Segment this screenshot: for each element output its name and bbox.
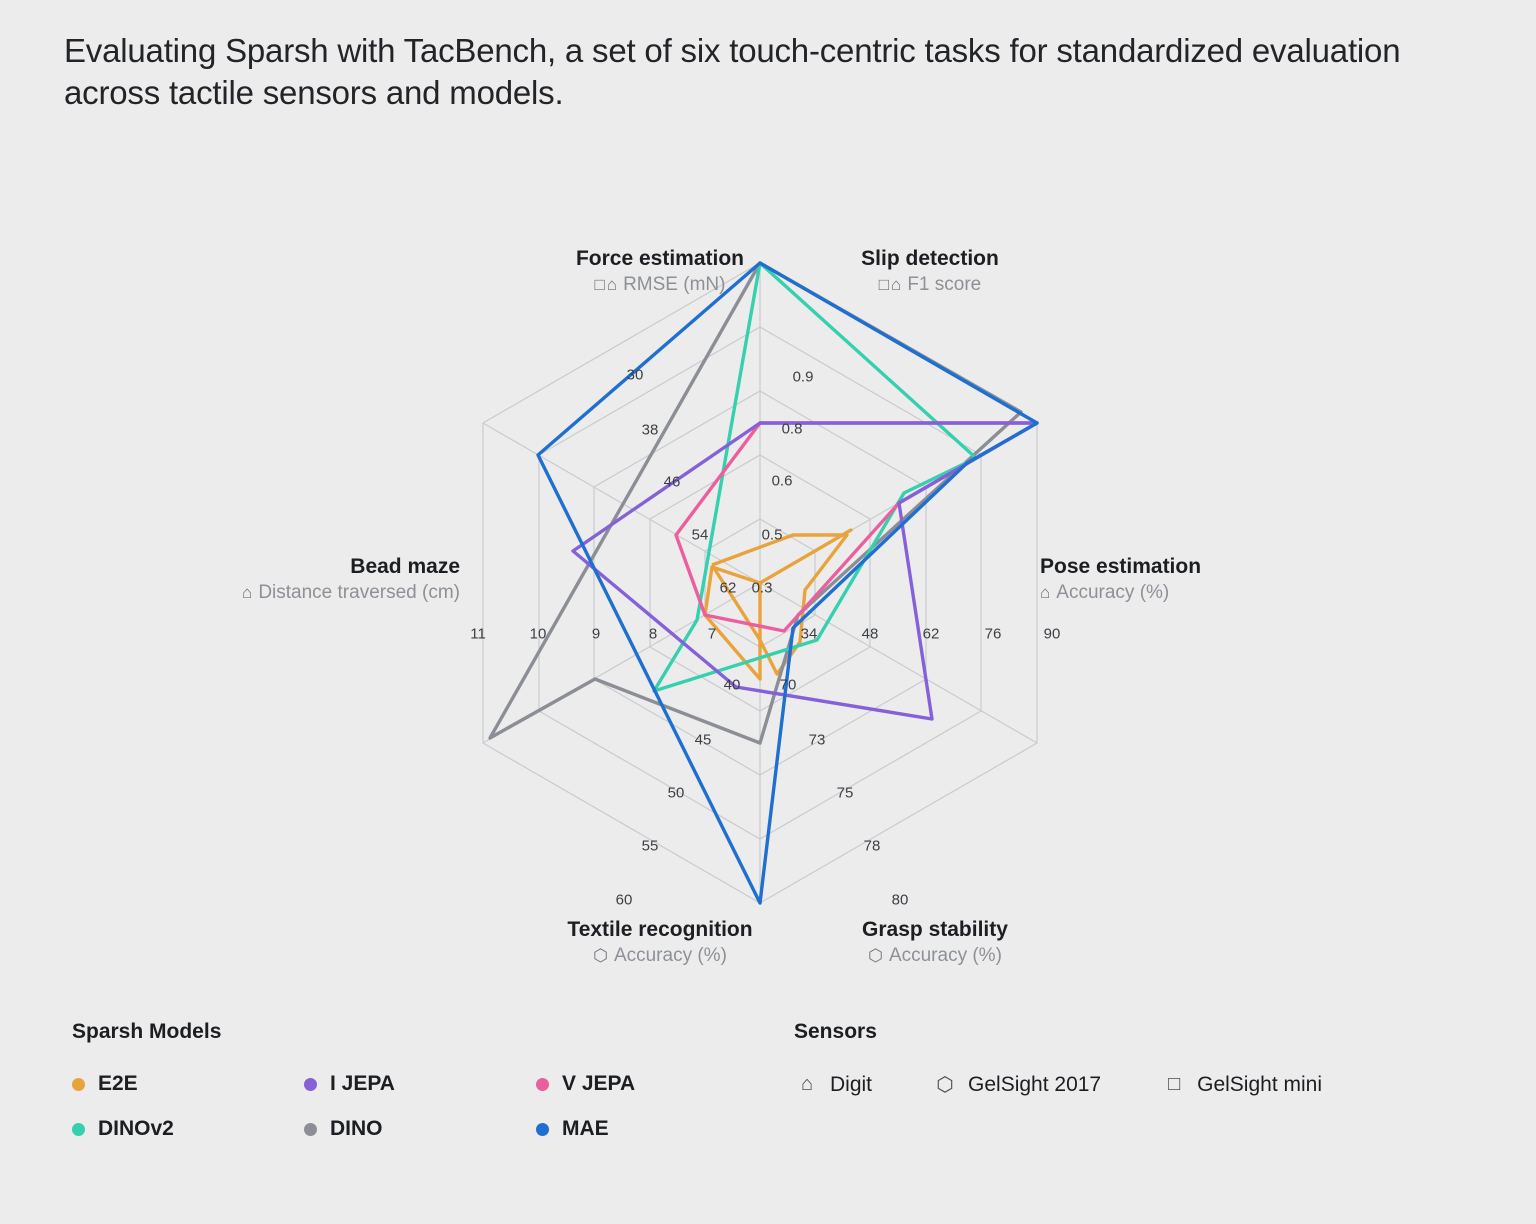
axis-title-pose-estimation-text: Pose estimation (1040, 555, 1202, 578)
axis-metric-slip-detection (720, 274, 1140, 296)
tick-grasp-70: 70 (779, 676, 797, 694)
tick-pose-62: 62 (922, 625, 940, 643)
tick-bead-7: 7 (707, 625, 717, 643)
axis-metric-bead-maze (40, 582, 460, 604)
tick-slip-0.9: 0.9 (792, 368, 814, 386)
legend-label-dinov2: DINOv2 (98, 1117, 174, 1140)
tick-pose-48: 48 (861, 625, 879, 643)
tick-textile-45: 45 (694, 731, 712, 749)
axis-metric-force-text: RMSE (mN) (623, 274, 726, 295)
tick-bead-11: 11 (470, 625, 486, 643)
tick-slip-0.8: 0.8 (781, 420, 803, 438)
legend-models-column (72, 1020, 772, 1141)
legend-item-mae[interactable] (536, 1117, 768, 1141)
tick-force-62: 62 (719, 579, 737, 597)
axis-metric-pose-estimation (1040, 582, 1460, 604)
color-swatch-icon-dinov2 (72, 1123, 85, 1136)
color-swatch-icon-ijepa (304, 1078, 317, 1091)
legend-item-gelsight-2017[interactable] (932, 1072, 1101, 1097)
axis-title-pose-estimation (1040, 555, 1460, 604)
sensor-glyphs-pose-icon: ⌂ (1040, 583, 1053, 602)
tick-grasp-80: 80 (891, 891, 909, 909)
tick-textile-40: 40 (723, 676, 741, 694)
legend-sensors-title: Sensors (794, 1020, 877, 1043)
tick-grasp-78: 78 (863, 837, 881, 855)
tick-pose-34: 34 (800, 625, 818, 643)
legend-models-title: Sparsh Models (72, 1020, 222, 1043)
axis-title-force-estimation-text: Force estimation (575, 247, 745, 270)
legend-item-dinov2[interactable] (72, 1117, 304, 1141)
legend-item-vjepa[interactable] (536, 1072, 768, 1096)
tick-force-30: 30 (626, 366, 644, 384)
tick-force-38: 38 (641, 421, 659, 439)
legend-label-mae: MAE (562, 1117, 609, 1140)
tick-textile-55: 55 (641, 837, 659, 855)
legend-label-digit: Digit (830, 1072, 873, 1096)
axis-title-grasp-stability (725, 918, 1145, 967)
color-swatch-icon-mae (536, 1123, 549, 1136)
tick-textile-60: 60 (615, 891, 633, 909)
series-dino (490, 263, 1021, 743)
radar-chart (242, 215, 1202, 966)
axis-title-bead-maze (40, 555, 460, 604)
sensor-glyphs-slip-icon: □⌂ (878, 275, 904, 294)
tick-slip-0.5: 0.5 (761, 526, 783, 544)
axis-metric-slip-text: F1 score (907, 274, 982, 295)
axis-metric-bead-text: Distance traversed (cm) (258, 582, 460, 603)
color-swatch-icon-dino (304, 1123, 317, 1136)
tick-bead-8: 8 (648, 625, 658, 643)
legend-label-e2e: E2E (98, 1072, 138, 1095)
series-e2e (705, 530, 851, 679)
tick-slip-0.6: 0.6 (771, 472, 793, 490)
axis-title-bead-maze-text: Bead maze (350, 555, 460, 578)
color-swatch-icon-vjepa (536, 1078, 549, 1091)
sensor-glyphs-bead-icon: ⌂ (242, 583, 255, 602)
sensor-glyphs-grasp-icon: ⬡ (868, 946, 885, 965)
axis-title-grasp-stability-text: Grasp stability (862, 918, 1008, 941)
tick-pose-90: 90 (1043, 625, 1061, 643)
tick-force-54: 54 (691, 526, 709, 544)
legend-models-grid (72, 1072, 772, 1141)
gelsight-2017-sensor-icon: ⬡ (936, 1074, 954, 1096)
digit-sensor-icon: ⌂ (800, 1073, 814, 1095)
legend-item-dino[interactable] (304, 1117, 536, 1141)
radar-plot-svg (380, 215, 1140, 935)
axis-metric-pose-text: Accuracy (%) (1056, 582, 1170, 603)
tick-pose-76: 76 (984, 625, 1002, 643)
axis-metric-textile-text: Accuracy (%) (613, 945, 727, 966)
gelsight-mini-sensor-icon: □ (1168, 1073, 1181, 1095)
tick-textile-50: 50 (667, 784, 685, 802)
legend-label-gelsight-2017: GelSight 2017 (968, 1072, 1102, 1096)
legend-label-vjepa: V JEPA (562, 1072, 636, 1095)
legend-item-gelsight-mini[interactable] (1161, 1073, 1322, 1097)
legend-item-digit[interactable] (794, 1073, 872, 1097)
axis-title-textile-recognition-text: Textile recognition (567, 918, 753, 941)
legend-label-ijepa: I JEPA (330, 1072, 395, 1095)
axis-title-slip-detection (720, 247, 1140, 296)
sensor-glyphs-textile-icon: ⬡ (593, 946, 610, 965)
axis-metric-grasp-stability (725, 945, 1145, 967)
page-title: Evaluating Sparsh with TacBench, a set of six touch-centric tasks for standardized evaluation across tactile sensors and models. (64, 32, 1401, 111)
legend-label-dino: DINO (330, 1117, 383, 1140)
tick-bead-10: 10 (529, 625, 547, 643)
color-swatch-icon-e2e (72, 1078, 85, 1091)
legend-sensors-column (794, 1020, 1474, 1097)
tick-grasp-75: 75 (836, 784, 854, 802)
chart-legend (64, 1020, 1474, 1190)
legend-item-ijepa[interactable] (304, 1072, 536, 1096)
tick-slip-0.3: 0.3 (751, 579, 773, 597)
legend-item-e2e[interactable] (72, 1072, 304, 1096)
sensor-glyphs-force-icon: □⌂ (594, 275, 620, 294)
legend-label-gelsight-mini: GelSight mini (1197, 1072, 1323, 1096)
tick-force-46: 46 (663, 473, 681, 491)
axis-metric-grasp-text: Accuracy (%) (888, 945, 1002, 966)
tick-grasp-73: 73 (808, 731, 826, 749)
tick-bead-9: 9 (591, 625, 601, 643)
legend-sensors-row (794, 1072, 1474, 1097)
axis-title-slip-detection-text: Slip detection (861, 247, 999, 270)
